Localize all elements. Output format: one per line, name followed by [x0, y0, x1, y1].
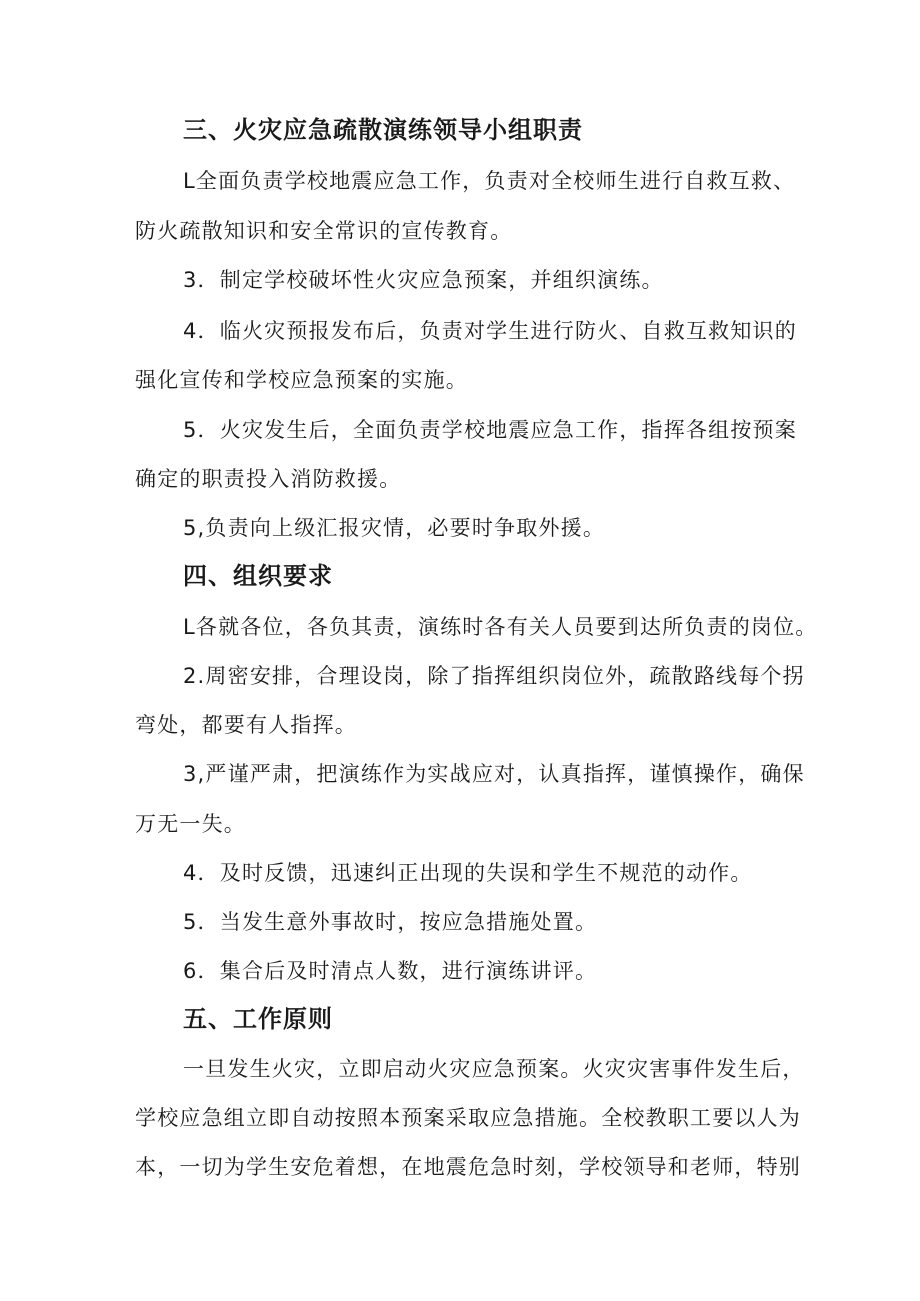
duty-item-1-line-1: L全面负责学校地震应急工作，负责对全校师生进行自救互救、	[183, 169, 796, 193]
requirement-item-1: L各就各位，各负其责，演练时各有关人员要到达所负责的岗位。	[183, 615, 818, 639]
requirement-item-6: 6．集合后及时清点人数，进行演练讲评。	[183, 959, 598, 983]
requirement-item-3-line-2: 万无一失。	[135, 812, 246, 836]
principle-paragraph-line-2: 学校应急组立即自动按照本预案采取应急措施。全校教职工要以人为	[135, 1106, 801, 1130]
requirement-item-4: 4．及时反馈，迅速纠正出现的失误和学生不规范的动作。	[183, 861, 753, 885]
duty-item-5-line-1: 5．火灾发生后，全面负责学校地震应急工作，指挥各组按预案	[183, 418, 797, 442]
requirement-item-2-line-1: 2.周密安排，合理设岗，除了指挥组织岗位外，疏散路线每个拐	[183, 664, 805, 688]
section-heading-3: 三、火灾应急疏散演练领导小组职责	[183, 116, 583, 144]
duty-item-4-line-2: 强化宣传和学校应急预案的实施。	[135, 368, 468, 392]
section-heading-5: 五、工作原则	[183, 1005, 333, 1033]
duty-item-5-line-2: 确定的职责投入消防救援。	[135, 467, 402, 491]
requirement-item-2-line-2: 弯处，都要有人指挥。	[135, 713, 357, 737]
duty-item-1-line-2: 防火疏散知识和安全常识的宣传教育。	[135, 219, 513, 243]
duty-item-6: 5,负责向上级汇报灾情，必要时争取外援。	[183, 516, 606, 540]
principle-paragraph-line-1: 一旦发生火灾，立即启动火灾应急预案。火灾灾害事件发生后，	[183, 1057, 805, 1081]
section-heading-4: 四、组织要求	[183, 562, 333, 590]
duty-item-3: 3．制定学校破坏性火灾应急预案，并组织演练。	[183, 268, 664, 292]
requirement-item-5: 5．当发生意外事故时，按应急措施处置。	[183, 910, 598, 934]
duty-item-4-line-1: 4．临火灾预报发布后，负责对学生进行防火、自救互救知识的	[183, 319, 797, 343]
principle-paragraph-line-3: 本，一切为学生安危着想，在地震危急时刻，学校领导和老师，特别	[135, 1155, 801, 1179]
requirement-item-3-line-1: 3,严谨严肃，把演练作为实战应对，认真指挥，谨慎操作，确保	[183, 762, 805, 786]
